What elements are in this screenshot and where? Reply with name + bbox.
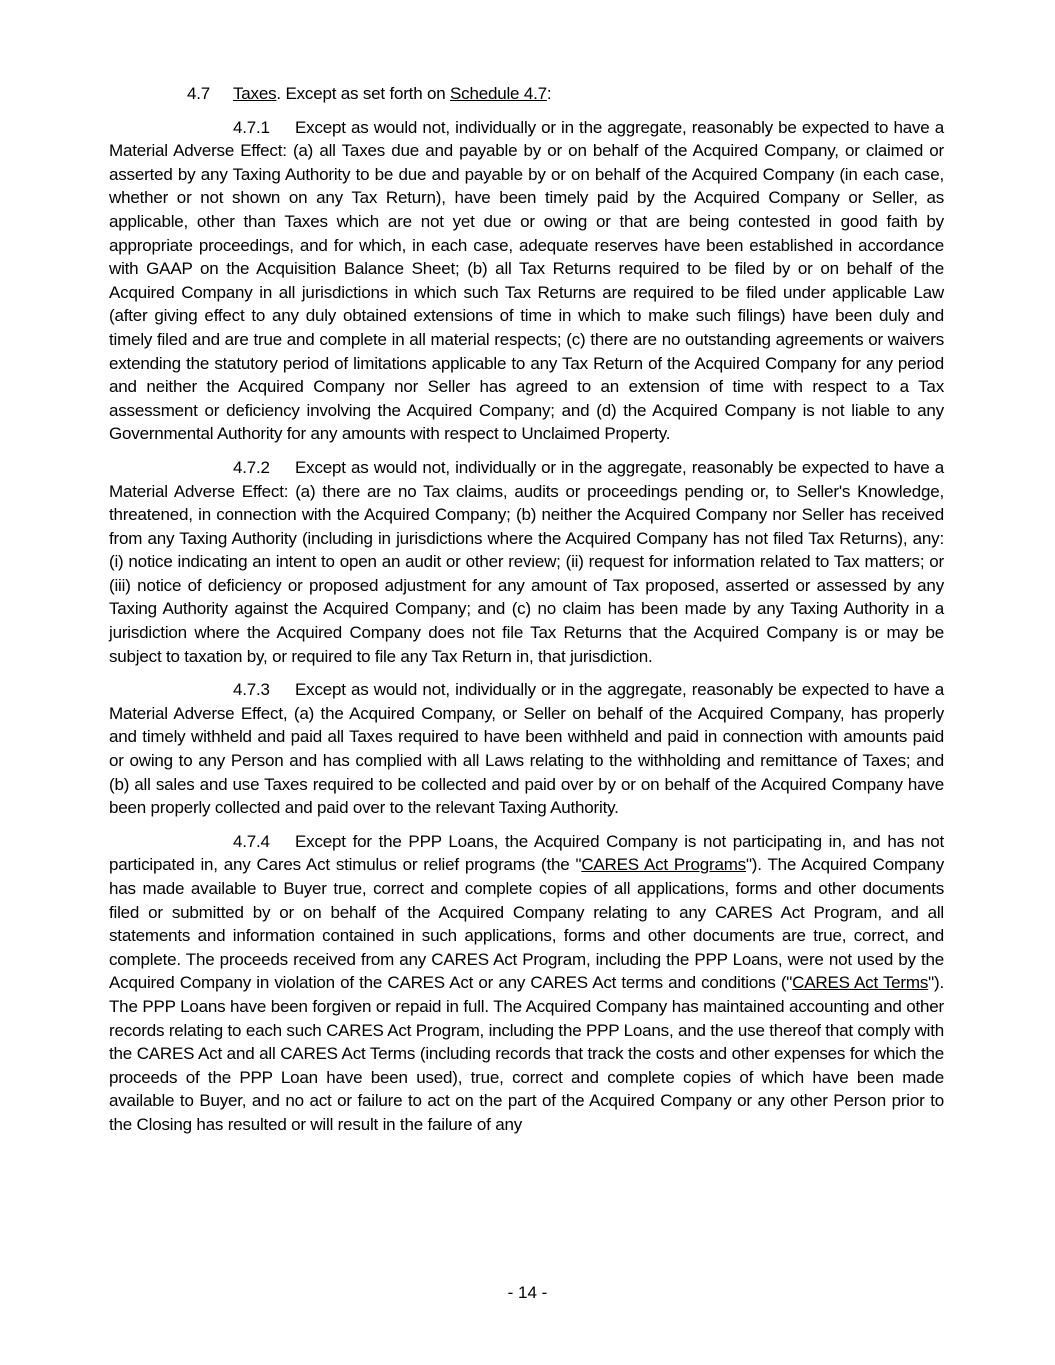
section-intro-prefix: . Except as set forth on — [276, 84, 451, 103]
defined-term-cares-act-programs: CARES Act Programs — [581, 855, 746, 875]
paragraph-text-part-a: Except for the PPP Loans, the Acquired Company is not participating in, and has not participated in, any Cares Act stimulus or relief programs (the " — [109, 831, 944, 875]
paragraph-text-part-c: "). The PPP Loans have been forgiven or repaid in full. The Acquired Company has maintained accounting and other records relating to each such CARES Act Program, including the PPP Loans, and the use thereof that comply with the CARES Act and all CARES Act Terms (including records that track the costs and other expenses for which the proceeds of the PPP Loan have been used), true, correct and complete copies of which have been made available to Buyer, and no act or failure to act on the part of the Acquired Company or any other Person prior to the Closing has resulted or will result in the failure of any — [109, 973, 944, 1134]
section-intro-suffix: : — [546, 84, 552, 103]
paragraph-text: Except as would not, individually or in the aggregate, reasonably be expected to have a Material Adverse Effect, (a) the Acquired Company, or Seller on behalf of the Acquired Company, has properly and timely withheld and paid all Taxes required to have been withheld and paid in connection with amounts paid or owing to any Person and has complied with all Laws relating to the withholding and remittance of Taxes; and (b) all sales and use Taxes required to be collected and paid over by or on behalf of the Acquired Company have been properly collected and paid over to the relevant Taxing Authority. — [109, 680, 944, 818]
paragraph-4-7-4 — [109, 830, 944, 1137]
paragraph-number: 4.7.2 — [233, 457, 270, 477]
section-title: Taxes — [233, 84, 277, 103]
paragraph-number: 4.7.3 — [233, 680, 270, 700]
paragraph-text: Except as would not, individually or in the aggregate, reasonably be expected to have a Material Adverse Effect: (a) all Taxes due and payable by or on behalf of the Acquired Company, or claimed or asserted by any Taxing Authority to be due and payable by or on behalf of the Acquired Company (in each case, whether or not shown on any Tax Return), have been timely paid by the Acquired Company or Seller, as applicable, other than Taxes which are not yet due or owing or that are being contested in good faith by appropriate proceedings, and for which, in each case, adequate reserves have been established in accordance with GAAP on the Acquisition Balance Sheet; (b) all Tax Returns required to be filed by or on behalf of the Acquired Company in all jurisdictions in which such Tax Returns are required to be filed under applicable Law (after giving effect to any duly obtained extensions of time in which to make such filings) have been duly and timely filed and are true and complete in all material respects; (c) there are no outstanding agreements or waivers extending the statutory period of limitations applicable to any Tax Return of the Acquired Company for any period and neither the Acquired Company nor Seller has agreed to an extension of time with respect to a Tax assessment or deficiency involving the Acquired Company; and (d) the Acquired Company is not liable to any Governmental Authority for any amounts with respect to Unclaimed Property. — [109, 117, 944, 444]
paragraph-4-7-2 — [109, 456, 944, 668]
paragraph-4-7-3 — [109, 678, 944, 820]
page-number: - 14 - — [507, 1283, 548, 1302]
section-heading — [109, 82, 944, 106]
defined-term-cares-act-terms: CARES Act Terms — [792, 973, 929, 993]
paragraph-number: 4.7.1 — [233, 117, 270, 137]
paragraph-number: 4.7.4 — [233, 831, 270, 851]
schedule-reference: Schedule 4.7 — [450, 84, 547, 103]
paragraph-text: Except as would not, individually or in the aggregate, reasonably be expected to have a Material Adverse Effect: (a) there are no Tax claims, audits or proceedings pending or, to Seller's Knowledge, threatened, in connection with the Acquired Company; (b) neither the Acquired Company nor Seller has received from any Taxing Authority (including in jurisdictions where the Acquired Company has not filed Tax Returns), any: (i) notice indicating an intent to open an audit or other review; (ii) request for information related to Tax matters; or (iii) notice of deficiency or proposed adjustment for any amount of Tax proposed, asserted or assessed by any Taxing Authority against the Acquired Company; and (c) no claim has been made by any Taxing Authority in a jurisdiction where the Acquired Company does not file Tax Returns that the Acquired Company is or may be subject to taxation by, or required to file any Tax Return in, that jurisdiction. — [109, 457, 944, 666]
paragraph-text-part-b: "). The Acquired Company has made available to Buyer true, correct and complete copies of all applications, forms and other documents filed or submitted by or on behalf of the Acquired Company relating to any CARES Act Program, and all statements and information contained in such applications, forms and other documents are true, correct, and complete. The proceeds received from any CARES Act Program, including the PPP Loans, were not used by the Acquired Company in violation of the CARES Act or any CARES Act terms and conditions (" — [109, 855, 944, 993]
document-page — [109, 82, 944, 1147]
paragraph-4-7-1 — [109, 116, 944, 446]
section-number: 4.7 — [187, 84, 211, 103]
